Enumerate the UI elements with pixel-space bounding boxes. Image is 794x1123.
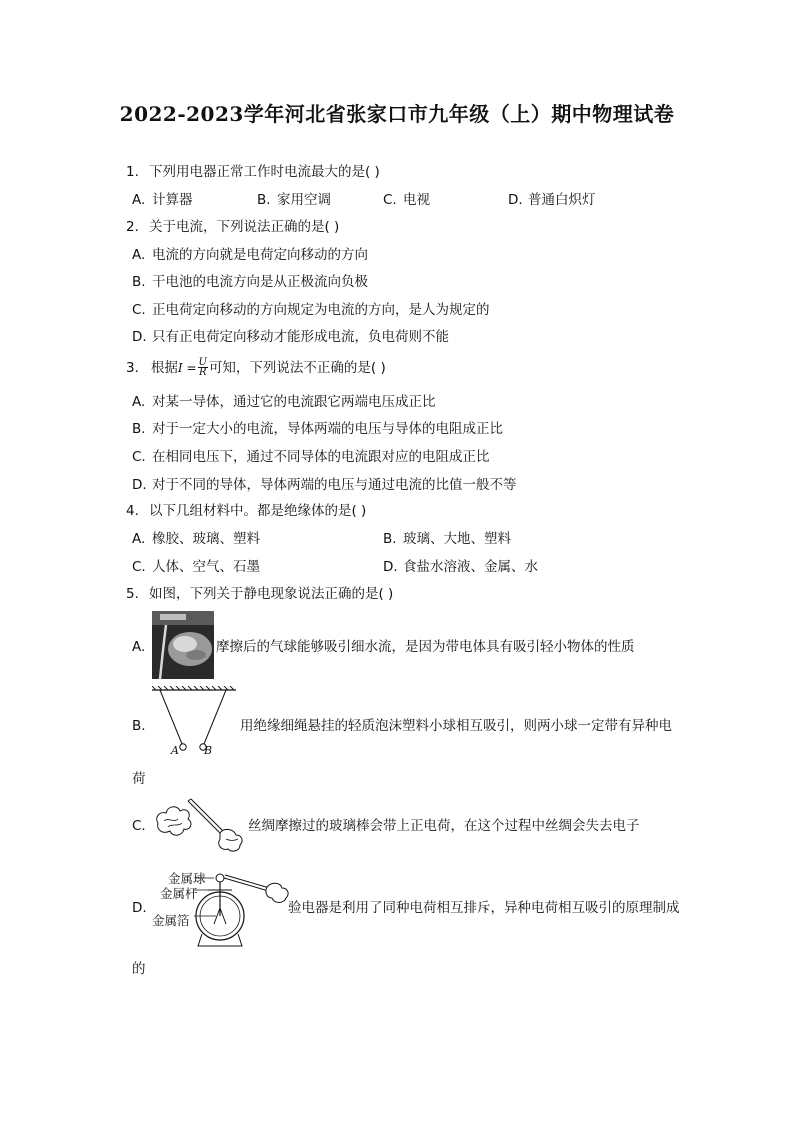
option-key: A.	[132, 531, 146, 547]
question-stem: 关于电流，下列说法正确的是( )	[149, 219, 340, 235]
option-key: A.	[132, 247, 146, 263]
option-text: 橡胶、玻璃、塑料	[152, 531, 260, 547]
option-text: 电视	[403, 192, 430, 208]
option-text: 计算器	[152, 192, 193, 208]
option-text: 验电器是利用了同种电荷相互排斥，异种电荷相互吸引的原理制成	[288, 900, 680, 916]
option-key: A.	[132, 192, 146, 208]
hanging-balls-diagram	[150, 686, 238, 762]
glass-rod-silk-diagram	[152, 795, 248, 857]
option-key: A.	[132, 639, 146, 655]
option-text: 在相同电压下，通过不同导体的电流跟对应的电阻成正比	[152, 449, 490, 465]
question-number: 3.	[126, 359, 139, 376]
ball-b-label: B	[204, 744, 213, 757]
option-key: C.	[132, 449, 146, 465]
ball-a-label: A	[171, 744, 179, 757]
option-text: 家用空调	[277, 192, 331, 208]
option-key: C.	[132, 302, 146, 318]
question-stem-prefix: 根据	[150, 359, 178, 376]
metal-foil-label: 金属箔	[152, 913, 190, 928]
option-text: 对于不同的导体，导体两端的电压与通过电流的比值一般不等	[152, 477, 517, 493]
page-title: 2022-2023学年河北省张家口市九年级（上）期中物理试卷	[119, 102, 675, 126]
option-key: C.	[132, 818, 146, 834]
formula-fraction	[198, 358, 208, 377]
question-number: 2.	[126, 219, 139, 235]
option-text: 只有正电荷定向移动才能形成电流，负电荷则不能	[152, 329, 449, 345]
option-key: B.	[132, 421, 146, 437]
option-text-wrap: 荷	[132, 771, 146, 787]
question-number: 1.	[126, 164, 139, 180]
question-number: 5.	[126, 586, 139, 602]
option-text: 普通白炽灯	[528, 192, 596, 208]
question-stem: 如图，下列关于静电现象说法正确的是( )	[149, 586, 394, 602]
metal-ball-label: 金属球	[168, 871, 206, 886]
question-3-stem	[126, 358, 386, 377]
formula-lhs: I =	[177, 360, 197, 375]
question-stem: 以下几组材料中。都是绝缘体的是( )	[149, 503, 367, 519]
option-key: D.	[383, 559, 398, 575]
formula-denominator: R	[198, 367, 207, 378]
metal-rod-label: 金属杆	[160, 886, 198, 901]
option-text: 用绝缘细绳悬挂的轻质泡沫塑料小球相互吸引，则两小球一定带有异种电	[240, 718, 672, 734]
option-key: B.	[257, 192, 271, 208]
option-text: 对于一定大小的电流，导体两端的电压与导体的电阻成正比	[152, 421, 503, 437]
option-key: C.	[383, 192, 397, 208]
option-key: D.	[508, 192, 523, 208]
question-stem-suffix: 可知，下列说法不正确的是( )	[208, 359, 386, 376]
option-key: C.	[132, 559, 146, 575]
option-text: 正电荷定向移动的方向规定为电流的方向，是人为规定的	[152, 302, 490, 318]
option-key: D.	[132, 477, 147, 493]
question-stem: 下列用电器正常工作时电流最大的是( )	[149, 164, 380, 180]
option-key: B.	[132, 274, 146, 290]
option-key: D.	[132, 329, 147, 345]
option-text: 人体、空气、石墨	[152, 559, 260, 575]
option-text: 干电池的电流方向是从正极流向负极	[152, 274, 368, 290]
option-key: B.	[132, 718, 146, 734]
option-text: 丝绸摩擦过的玻璃棒会带上正电荷，在这个过程中丝绸会失去电子	[248, 818, 640, 834]
formula-numerator: U	[198, 357, 207, 368]
option-text: 摩擦后的气球能够吸引细水流，是因为带电体具有吸引轻小物体的性质	[216, 639, 635, 655]
option-text: 玻璃、大地、塑料	[403, 531, 511, 547]
question-number: 4.	[126, 503, 139, 519]
option-key: B.	[383, 531, 397, 547]
option-text: 电流的方向就是电荷定向移动的方向	[152, 247, 368, 263]
electroscope-diagram	[194, 866, 290, 950]
option-key: A.	[132, 394, 146, 410]
option-key: D.	[132, 900, 147, 916]
option-text-wrap: 的	[132, 961, 146, 977]
balloon-water-photo	[152, 611, 214, 679]
option-text: 食盐水溶液、金属、水	[403, 559, 538, 575]
option-text: 对某一导体，通过它的电流跟它两端电压成正比	[152, 394, 436, 410]
